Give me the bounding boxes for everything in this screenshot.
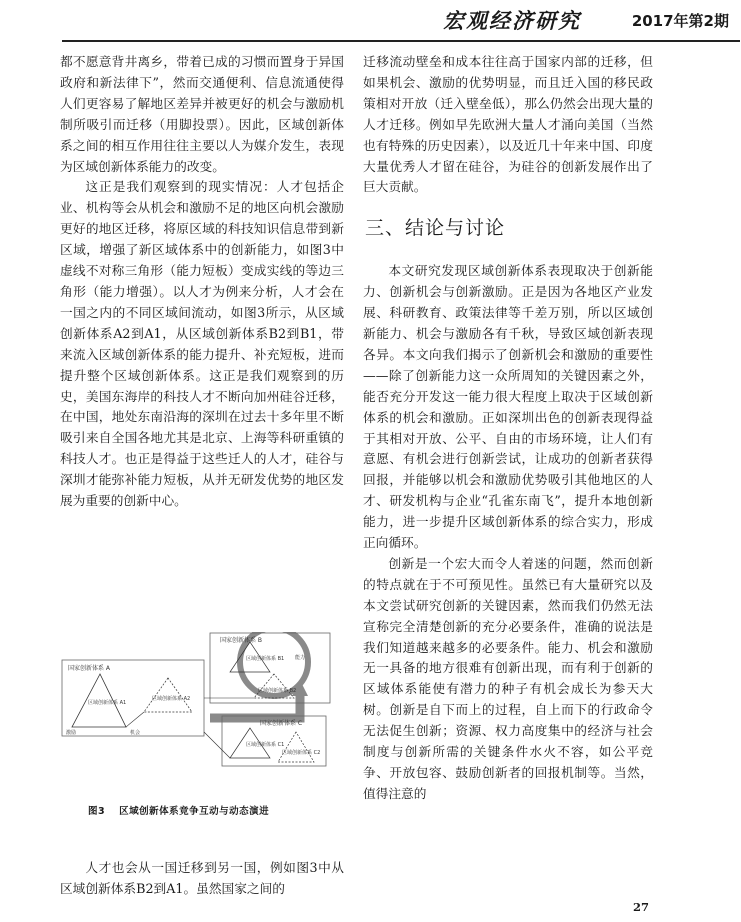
system-a-label: 国家创新体系 A xyxy=(68,665,111,672)
issue-label: 2017年第2期 xyxy=(631,12,729,30)
right-paragraph-3: 创新是一个宏大而令人着迷的问题，然而创新的特点就在于不可预见性。虽然已有大量研究以及本文尝试研究创新的关键因素，然而我们仍然无法宣称完全清楚创新的充分必要条件，准确的说法是我们知道越来越多的必要条件。能力、机会和激励无一具备的地方很难有创新出现，而有利于创新的区域体系能使有潜力的种子有机会成长为参天大树。创新是自下而上的过程，自上而下的行政命令无法促生创新；资源、权力高度集中的经济与社会制度与创新所需的关键条件水火不容，如公平竞争、开放包容、鼓励创新者的回报机制等。当然，值得注意的 xyxy=(363,555,653,801)
left-paragraph-1: 都不愿意背井离乡，带着已成的习惯而置身于异国政府和新法律下”，然而交通便利、信息流通使得人们更容易了解地区差异并被更好的机会与激励机制所吸引而迁移（用脚投票）。因此，区域创新体系之间的相互作用往往主要以人为媒介发生，表现为区域创新体系能力的改变。 xyxy=(60,54,344,174)
left-paragraph-2: 这正是我们观察到的现实情况：人才包括企业、机构等会从机会和激励不足的地区向机会激励更好的地区迁移，将原区域的科技知识信息带到新区域，增强了新区域体系中的创新能力，如图3中虚线不对称三角形（能力短板）变成实线的等边三角形（能力增强）。以人才为例来分析，人才会在一国之内的不同区域间流动，如图3所示，从区域创新体系A2到A1，从区域创新体系B2到B1，带来流入区域创新体系的能力提升、补充短板，进而提升整个区域创新体系。这正是我们观察到的历史，美国东海岸的科技人才不断向加州硅谷迁移，在中国，地处东南沿海的深圳在过去十多年里不断吸引来自全国各地尤其是北京、上海等科研重镇的科技人才。也正是得益于这些迁人的人才，硅谷与深圳才能弥补能力短板，从并无研发优势的地区发展为重要的创新中心。 xyxy=(60,179,344,509)
right-column xyxy=(363,52,653,805)
caption-text: 区域创新体系竞争互动与动态演进 xyxy=(119,806,270,817)
page-number: 27 xyxy=(633,900,650,914)
label-a1: 区域创新体系 A1 xyxy=(88,700,127,706)
journal-name: 宏观经济研究 xyxy=(443,8,581,33)
label-b1: 区域创新体系 B1 xyxy=(246,656,285,662)
triangle-a2 xyxy=(144,678,192,712)
label-incentive-a: 激励 xyxy=(66,730,77,736)
right-paragraph-2: 本文研究发现区域创新体系表现取决于创新能力、创新机会与创新激励。正是因为各地区产业发展、科研教育、政策法律等千差万别，所以区域创新能力、机会与激励各有千秋，导致区域创新表现各异。本文向我们揭示了创新机会和激励的重要性——除了创新能力这一众所周知的关键因素之外，能否充分开发这一能力很大程度上取决于区域创新体系的机会和激励。正如深圳出色的创新表现得益于其相对开放、公平、自由的市场环境，让人们有意愿、有机会进行创新尝试，让成功的创新者获得回报，并能够以机会和激励优势吸引其他地区的人才、研发机构与企业“孔雀东南飞”，提升本地创新能力，进一步提升区域创新体系的综合实力，形成正向循环。 xyxy=(363,263,653,551)
left-column xyxy=(60,52,344,512)
flow-arrow-body xyxy=(210,694,300,718)
link-a1-a2 xyxy=(126,712,144,727)
caption-number: 图3 xyxy=(88,806,106,817)
figure-caption xyxy=(88,803,269,817)
header-rule xyxy=(62,40,740,42)
label-opportunity-a: 机会 xyxy=(130,730,141,736)
figure-3 xyxy=(60,632,344,767)
left-column-tail xyxy=(60,858,344,900)
label-ability-b: 能力 xyxy=(295,655,306,661)
label-c2: 区域创新体系 C2 xyxy=(282,750,321,756)
system-b-label: 国家创新体系 B xyxy=(220,637,263,644)
label-c1: 区域创新体系 C1 xyxy=(246,742,285,748)
page-header xyxy=(0,0,741,48)
system-c-label: 国家创新体系 C xyxy=(260,720,303,727)
right-paragraph-1: 迁移流动壁垒和成本往往高于国家内部的迁移，但如果机会、激励的优势明显，而且迁入国的移民政策相对开放（迁入壁垒低），那么仍然会出现大量的人才迁移。例如早先欧洲大量人才涌向美国（当然也有特殊的历史因素），以及近几十年来中国、印度大量优秀人才留在硅谷，为硅谷的创新发展作出了巨大贡献。 xyxy=(363,54,653,195)
link-a-c xyxy=(204,732,230,758)
figure-3-diagram xyxy=(60,632,344,767)
left-paragraph-3: 人才也会从一国迁移到另一国，例如图3中从区域创新体系B2到A1。虽然国家之间的 xyxy=(60,860,344,896)
label-a2: 区域创新体系 A2 xyxy=(152,696,191,702)
label-b2: 区域创新体系 B2 xyxy=(258,688,297,694)
section-title: 三、结论与讨论 xyxy=(365,217,506,240)
